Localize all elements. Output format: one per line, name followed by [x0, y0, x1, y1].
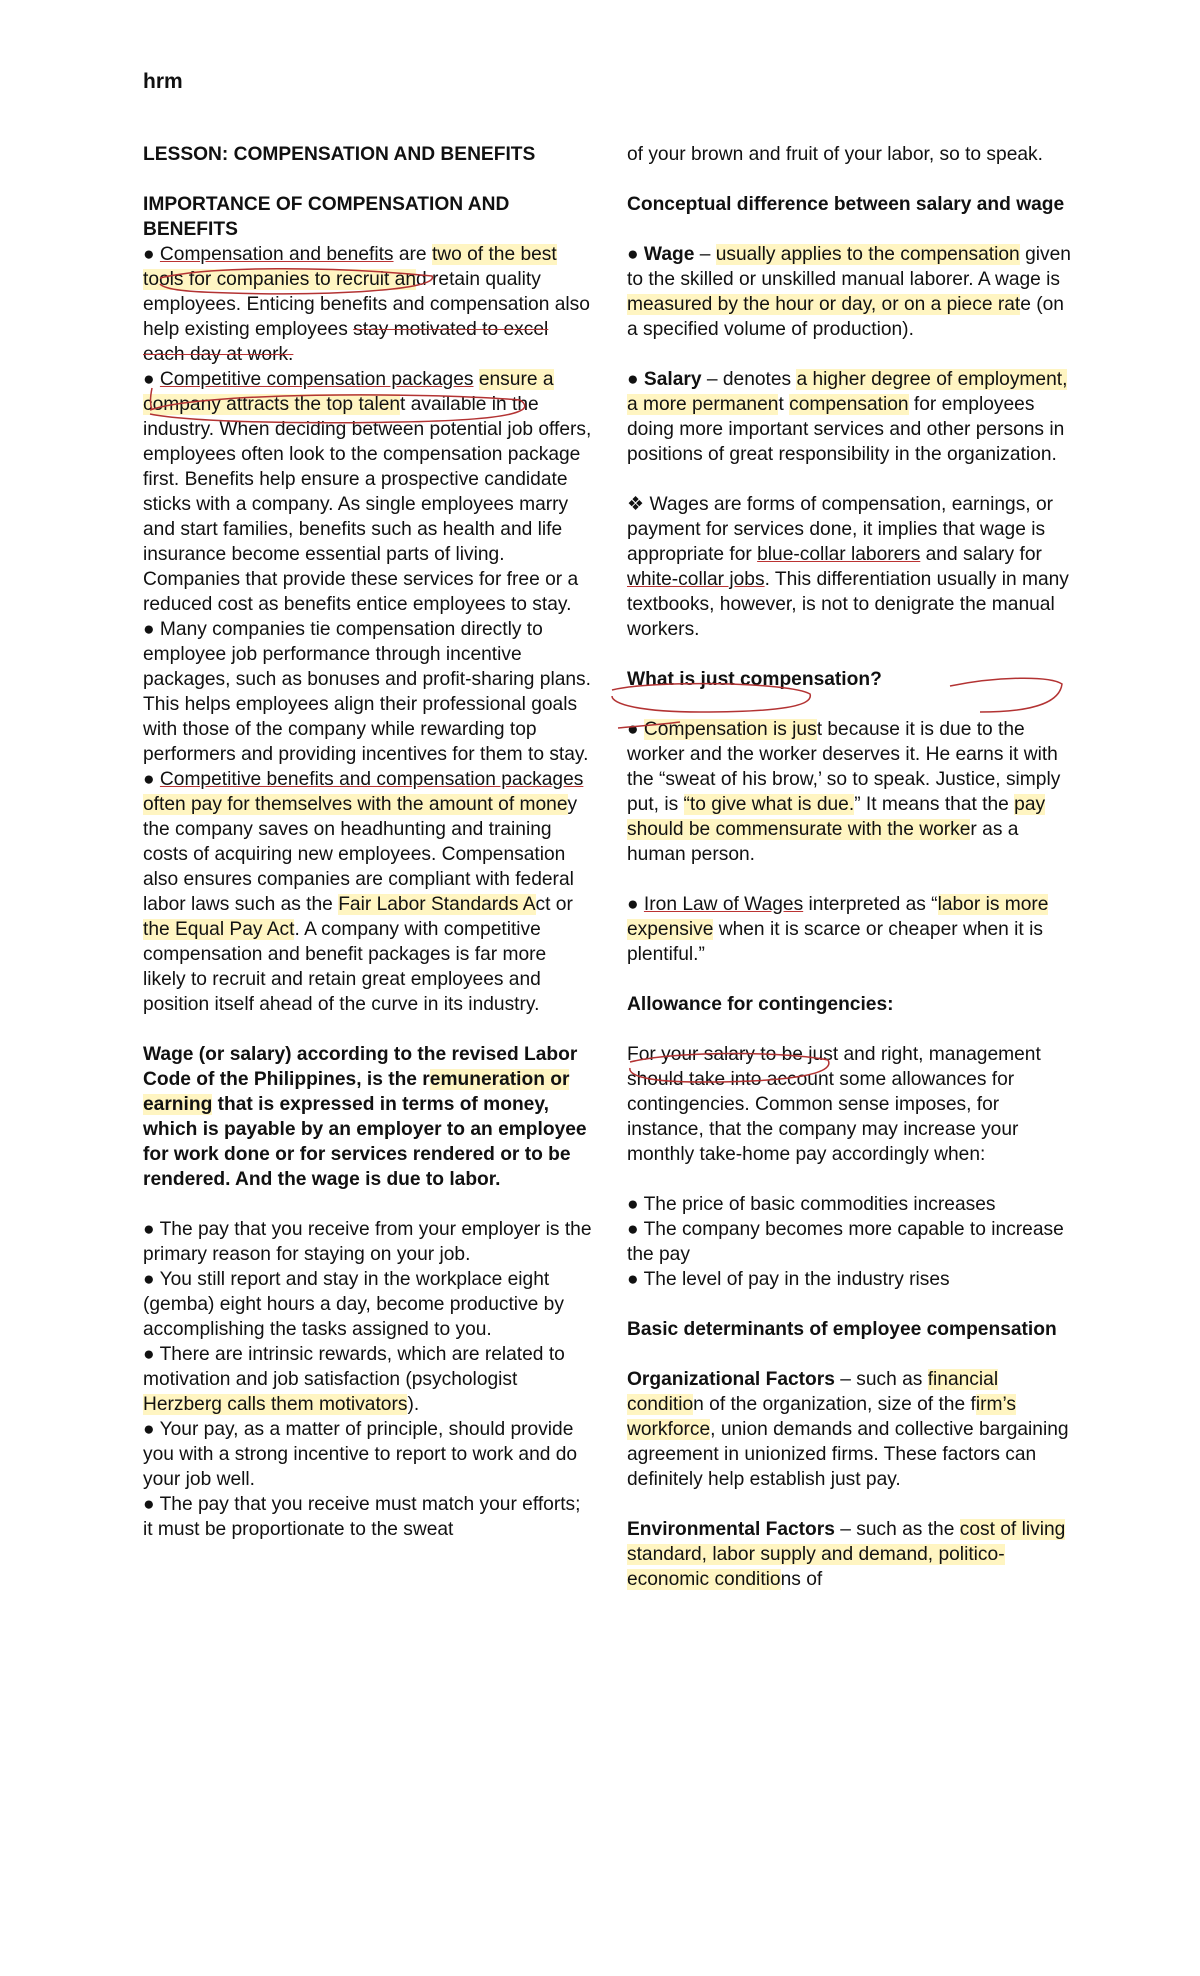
- importance-bullet-1: ● Compensation and benefits are two of the best tools for companies to recruit and retain quality employees. Enticing benefits and compensation also help existing employees stay motivated to excel each day at work.: [143, 244, 590, 365]
- right-column: [627, 142, 1077, 1592]
- pay-bullet-1: ● The pay that you receive from your employer is the primary reason for staying on your job.: [143, 1219, 592, 1265]
- lesson-title: LESSON: COMPENSATION AND BENEFITS: [143, 144, 536, 165]
- just-compensation-bullet: ● Compensation is just because it is due to the worker and the worker deserves it. He earns it with the “sweat of his brow,’ so to speak. Justice, simply put, is “to give what is due.” It means that the pay should be commensurate with the worker as a human person.: [627, 719, 1061, 865]
- list-item: ● The price of basic commodities increases: [627, 1194, 996, 1215]
- wage-bullet: ● Wage – usually applies to the compensation given to the skilled or unskilled manual laborer. A wage is measured by the hour or day, or on a piece rate (on a specified volume of production).: [627, 244, 1071, 340]
- importance-bullet-3: ● Many companies tie compensation directly to employee job performance through incentive packages, such as bonuses and profit-sharing plans. This helps employees align their professional goals with those of the company while rewarding top performers and providing incentives for them to stay.: [143, 619, 591, 765]
- allowance-list: [627, 1192, 1077, 1292]
- list-item: ● The company becomes more capable to increase the pay: [627, 1219, 1064, 1265]
- environmental-factors: Environmental Factors – such as the cost of living standard, labor supply and demand, politico-economic conditions of: [627, 1519, 1066, 1590]
- determinants-heading: Basic determinants of employee compensation: [627, 1319, 1057, 1340]
- allowance-text: For your salary to be just and right, management should take into account some allowances for contingencies. Common sense imposes, for instance, that the company may increase your monthly take-home pay accordingly when:: [627, 1044, 1041, 1165]
- pay-bullet-3: ● There are intrinsic rewards, which are related to motivation and job satisfaction (psychologist Herzberg calls them motivators).: [143, 1344, 565, 1415]
- continuation-text: of your brown and fruit of your labor, so to speak.: [627, 144, 1043, 165]
- allowance-heading: Allowance for contingencies:: [627, 994, 894, 1015]
- importance-bullet-4: ● Competitive benefits and compensation packages often pay for themselves with the amount of money the company saves on headhunting and training costs of acquiring new employees. Compensation also ensures companies are compliant with federal labor laws such as the Fair Labor Standards Act or the Equal Pay Act. A company with competitive compensation and benefit packages is far more likely to recruit and retain great employees and position itself ahead of the curve in its industry.: [143, 769, 584, 1015]
- importance-bullet-2: ● Competitive compensation packages ensure a company attracts the top talent available in the industry. When deciding between potential job offers, employees often look to the compensation package first. Benefits help ensure a prospective candidate sticks with a company. As single employees marry and start families, benefits such as health and life insurance become essential parts of living. Companies that provide these services for free or a reduced cost as benefits entice employees to stay.: [143, 369, 592, 615]
- document-header: hrm: [143, 70, 183, 93]
- left-column: [143, 142, 593, 1542]
- salary-bullet: ● Salary – denotes a higher degree of employment, a more permanent compensation for employees doing more important services and other persons in positions of great responsibility in the organization.: [627, 369, 1068, 465]
- just-compensation-heading: What is just compensation?: [627, 669, 882, 690]
- wage-salary-note: ❖ Wages are forms of compensation, earnings, or payment for services done, it implies that wage is appropriate for blue-collar laborers and salary for white-collar jobs. This differentiation usually in many textbooks, however, is not to denigrate the manual workers.: [627, 494, 1069, 640]
- concept-heading: Conceptual difference between salary and wage: [627, 194, 1065, 215]
- wage-definition: Wage (or salary) according to the revised Labor Code of the Philippines, is the remuneration or earning that is expressed in terms of money, which is payable by an employer to an employee for work done or for services rendered or to be rendered. And the wage is due to labor.: [143, 1044, 587, 1190]
- pay-bullet-5: ● The pay that you receive must match your efforts; it must be proportionate to the sweat: [143, 1494, 581, 1540]
- pay-bullet-4: ● Your pay, as a matter of principle, should provide you with a strong incentive to report to work and do your job well.: [143, 1419, 578, 1490]
- importance-heading: IMPORTANCE OF COMPENSATION AND BENEFITS: [143, 194, 510, 240]
- list-item: ● The level of pay in the industry rises: [627, 1269, 950, 1290]
- pay-bullet-2: ● You still report and stay in the workplace eight (gemba) eight hours a day, become productive by accomplishing the tasks assigned to you.: [143, 1269, 564, 1340]
- iron-law-bullet: ● Iron Law of Wages interpreted as “labor is more expensive when it is scarce or cheaper when it is plentiful.”: [627, 894, 1049, 965]
- organizational-factors: Organizational Factors – such as financial condition of the organization, size of the firm’s workforce, union demands and collective bargaining agreement in unionized firms. These factors can definitely help establish just pay.: [627, 1369, 1069, 1490]
